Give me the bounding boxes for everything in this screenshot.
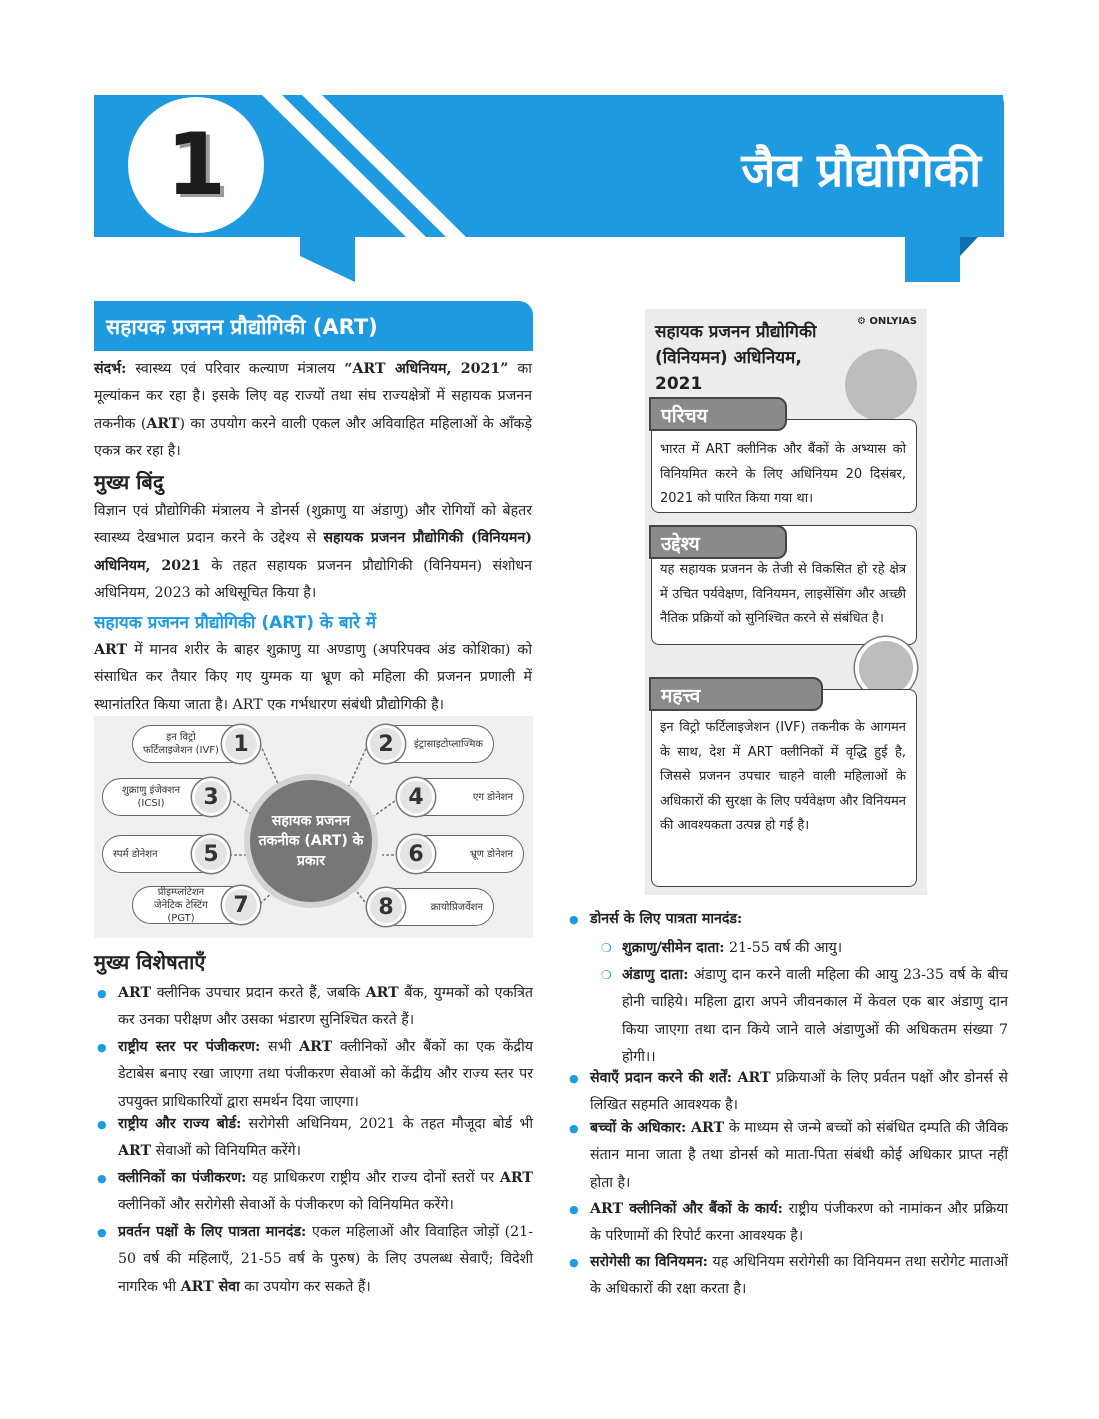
key-points-heading: मुख्य बिंदु [94, 470, 164, 494]
diagram-number-6: 6 [397, 835, 435, 873]
infographic-title: सहायक प्रजनन प्रौद्योगिकी (विनियमन) अधिनियम, 2021 [655, 322, 817, 394]
diagram-item-7: प्रीइम्प्लांटेशन जेनेटिक टेस्टिंग (PGT) [132, 886, 260, 924]
list-item: ● राष्ट्रीय और राज्य बोर्ड: सरोगेसी अधिनियम, 2021 के तहत मौजूदा बोर्ड भी ART सेवाओं को विनियमित करेंगे। [118, 1111, 533, 1166]
features-heading: मुख्य विशेषताएँ [94, 950, 206, 974]
about-heading: सहायक प्रजनन प्रौद्योगिकी (ART) के बारे में [94, 613, 377, 633]
context-paragraph: संदर्भ: स्वास्थ्य एवं परिवार कल्याण मंत्रालय “ART अधिनियम, 2021” का मूल्यांकन कर रहा है। इसके लिए वह राज्यों तथा संघ राज्यक्षेत्रों में सहायक प्रजनन तकनीक (ART) का उपयोग करने वाली एकल और अविवाहित महिलाओं के आँकड़े एकत्र कर रहा है। [94, 361, 532, 460]
importance-tab: महत्त्व [649, 677, 823, 711]
list-item: ● सेवाएँ प्रदान करने की शर्तें: ART प्रक्रियाओं के लिए प्रर्वतन पक्षों और डोनर्स से लिखित सहमति आवश्यक है। [590, 1065, 1008, 1120]
diagram-item-5: स्पर्म डोनेशन [102, 835, 230, 873]
intro-tab: परिचय [649, 397, 787, 431]
list-item: ● प्रवर्तन पक्षों के लिए पात्रता मानदंड: एकल महिलाओं और विवाहित जोड़ों (21-50 वर्ष की महिलाएँ, 21-55 वर्ष के पुरुष) के लिए उपलब्ध सेवाएँ; विदेशी नागरिक भी ART सेवा का उपयोग कर सकते हैं। [118, 1219, 533, 1301]
list-item: ● ART क्लीनिकों और बैंकों के कार्य: राष्ट्रीय पंजीकरण को नामांकन और प्रक्रिया के परिणामों की रिपोर्ट करना आवश्यक है। [590, 1196, 1008, 1251]
act-infographic [645, 309, 927, 895]
diagram-number-3: 3 [192, 778, 230, 816]
list-item: ● क्लीनिकों का पंजीकरण: यह प्राधिकरण राष्ट्रीय और राज्य दोनों स्तरों पर ART क्लीनिकों और सरोगेसी सेवाओं के पंजीकरण को विनियमित करेंगे। [118, 1165, 533, 1220]
diagram-item-3: शुक्राणु इंजेक्शन (ICSI) [102, 778, 230, 816]
chapter-title: जैव प्रौद्योगिकी [741, 143, 981, 197]
importance-box: इन विट्रो फर्टिलाइजेशन (IVF) तकनीक के आगमन के साथ, देश में ART क्लीनिकों में वृद्धि हुई है, जिससे प्रजनन उपचार चाहने वाली महिलाओं के अधिकारों की सुरक्षा के लिए पर्यवेक्षण और विनियमन की आवश्यकता उत्पन्न हो गई है। [651, 689, 917, 887]
list-item: ● बच्चों के अधिकार: ART के माध्यम से जन्मे बच्चों को संबंधित दम्पति की जैविक संतान माना जाता है तथा डोनर्स को माता-पिता संबंधी कोई अधिकार प्राप्त नहीं होता है। [590, 1115, 1008, 1197]
diagram-item-6: भ्रूण डोनेशन [396, 835, 524, 873]
objective-tab: उद्देश्य [649, 525, 787, 559]
chapter-number: 1 [166, 115, 226, 215]
doctor-illustration-icon [845, 349, 917, 421]
about-paragraph: ART में मानव शरीर के बाहर शुक्राणु या अण्डाणु (अपरिपक्व अंड कोशिका) को संसाधित कर तैयार किए गए युग्मक या भ्रूण को महिला की प्रजनन प्रणाली में स्थानांतरित किया जाता है। ART एक गर्भधारण संबंधी प्रौद्योगिकी है। [94, 642, 532, 713]
diagram-item-2: इंट्रासाइटोप्लाज्मिक [366, 725, 494, 763]
objective-box: यह सहायक प्रजनन के तेजी से विकसित हो रहे क्षेत्र में उचित पर्यवेक्षण, विनियमन, लाइसेंसिंग और अच्छी नैतिक प्रक्रियों को सुनिश्चित करने से संबंधित है। [651, 525, 917, 645]
section-heading: सहायक प्रजनन प्रौद्योगिकी (ART) [94, 301, 533, 351]
list-item: ● राष्ट्रीय स्तर पर पंजीकरण: सभी ART क्लीनिकों और बैंकों का एक केंद्रीय डेटाबेस बनाए रखा जाएगा तथा पंजीकरण सेवाओं को केंद्रीय और राज्य स्तर पर उपयुक्त प्राधिकारियों द्वारा समर्थन दिया जाएगा। [118, 1034, 533, 1116]
donor-eligibility-heading: ● डोनर्स के लिए पात्रता मानदंड: [590, 906, 1008, 933]
diagram-number-5: 5 [192, 835, 230, 873]
brand-logo: ⚙ ONLYIAS [856, 316, 917, 327]
diagram-number-7: 7 [222, 886, 260, 924]
diagram-item-1: इन विट्रो फर्टिलाइजेशन (IVF) [132, 725, 260, 763]
intro-box: भारत में ART क्लीनिक और बैंकों के अभ्यास को विनियमित करने के लिए अधिनियम 20 दिसंबर, 2021 को पारित किया गया था। [651, 419, 917, 513]
diagram-number-8: 8 [367, 888, 405, 926]
list-item: ❍ अंडाणु दाता: अंडाणु दान करने वाली महिला की आयु 23-35 वर्ष के बीच होनी चाहिये। महिला द्वारा अपने जीवनकाल में केवल एक बार अंडाणु दान किया जाएगा तथा दान किये जाने वाले अंडाणुओं की अधिकतम संख्या 7 होगी।। [622, 962, 1008, 1072]
list-item: ● सरोगेसी का विनियमन: यह अधिनियम सरोगेसी का विनियमन तथा सरोगेट माताओं के अधिकारों की रक्षा करता है। [590, 1249, 1008, 1304]
list-item: ● ART क्लीनिक उपचार प्रदान करते हैं, जबकि ART बैंक, युग्मकों को एकत्रित कर उनका परीक्षण और उसका भंडारण सुनिश्चित करते हैं। [118, 980, 533, 1035]
diagram-item-8: क्रायोप्रिजर्वेशन [366, 888, 494, 926]
diagram-item-4: एग डोनेशन [396, 778, 524, 816]
diagram-center: सहायक प्रजनन तकनीक (ART) के प्रकार [244, 774, 378, 908]
diagram-number-1: 1 [222, 725, 260, 763]
art-types-diagram [94, 716, 533, 938]
diagram-number-2: 2 [367, 725, 405, 763]
diagram-number-4: 4 [397, 778, 435, 816]
list-item: ❍ शुक्राणु/सीमेन दाता: 21-55 वर्ष की आयु। [622, 935, 1008, 962]
key-points-paragraph: विज्ञान एवं प्रौद्योगिकी मंत्रालय ने डोनर्स (शुक्राणु या अंडाणु) और रोगियों को बेहतर स्वास्थ्य देखभाल प्रदान करने के उद्देश्य से सहायक प्रजनन प्रौद्योगिकी (विनियमन) अधिनियम, 2021 के तहत सहायक प्रजनन प्रौद्योगिकी (विनियमन) संशोधन अधिनियम, 2023 को अधिसूचित किया है। [94, 503, 532, 602]
